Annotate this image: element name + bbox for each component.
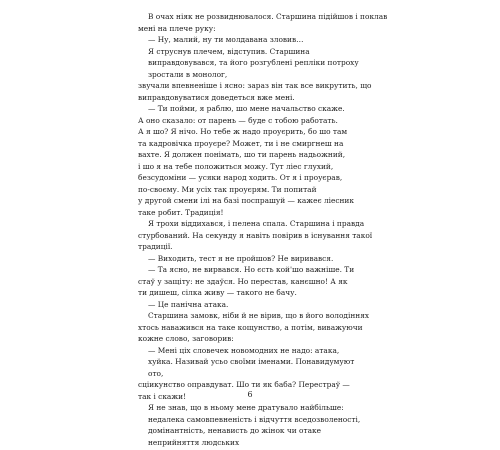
dialogue-line: по-своєму. Ми усіх так проуєрям. Ти попитай: [138, 184, 317, 194]
dialogue-line: безсудоміни — усяки народ ходить. От я і проуєрав,: [138, 173, 343, 182]
text-line: Я струснув плечем, відступив. Старшина виправдовувався, та його розгублені репліки потроху зростали в монолог,: [148, 46, 359, 79]
text-line: Я трохи віддихався, і пелена спала. Старшина і правда: [148, 219, 365, 228]
dialogue-line: — Ну, малий, ну ти молдавана зловив…: [148, 35, 304, 44]
dialogue-line: ти дишеш, сілка живу — такого не бачу.: [138, 288, 297, 297]
dialogue-line: А оно сказало: от парень — буде с тобою работать.: [138, 115, 338, 125]
dialogue-line: стаў у защіту: не здаўся. Но перестав, канєшно! А як: [138, 276, 348, 286]
text-line: хтось наважився на таке кощунство, а потім, виважуючи: [138, 322, 363, 332]
text-line: В очах ніяк не розвиднювалося. Старшина підійшов і поклав: [148, 12, 388, 21]
dialogue-line: — Та ясно, не вирвався. Но єсть кой'шо важніше. Ти: [148, 265, 355, 274]
dialogue-line: — Виходить, тест я не пройшов? Не виривався.: [148, 253, 334, 263]
dialogue-line: і шо я на тебе положиться можу. Тут ліес глухий,: [138, 161, 334, 171]
text-line: кожне слово, заговорив:: [138, 334, 234, 343]
text-line: мені на плече руку:: [138, 23, 216, 33]
text-line: виправдовуватися доведеться вже мені.: [138, 92, 295, 102]
dialogue-line: вахте. Я должен понімать, шо ти парень надьожний,: [138, 150, 346, 159]
text-line: звучали впевненіше і ясно: зараз він так все викрутить, що: [138, 81, 372, 90]
dialogue-line: — Ти пойми, я раблю, шо мене начальство скаже.: [148, 104, 345, 113]
dialogue-line: — Це панічна атака.: [148, 299, 229, 309]
dialogue-line: так і скажи!: [138, 391, 187, 401]
body-text: [138, 11, 388, 448]
text-line: Я не знав, що в ньому мене дратувало найбільше: недалека самовпевненість і відчуття вседозволеності, домінантність, ненависть до жінок чи отаке неприйняття людських: [148, 403, 361, 447]
text-line: стурбований. На секунду я навіть повірив в існування такої: [138, 230, 373, 240]
text-line: традиції.: [138, 242, 173, 251]
dialogue-line: сціикунство оправдуват. Шо ти як баба? Перестраў —: [138, 380, 350, 389]
dialogue-line: А я шо? Я нічо. Но тебе ж надо проуєрить, бо шо там: [138, 127, 348, 136]
dialogue-line: — Мені ціх словечек новомодних не надо: атака, хуйка. Називай усьо своїми іменами. Понавидумуют ото,: [148, 345, 355, 378]
dialogue-line: у другой смени ілі на базі поспрашуй — кажеє ліесник таке робит. Традиція!: [138, 196, 354, 217]
page-number: 6: [247, 390, 253, 399]
text-line: Старшина замовк, ніби й не вірив, що в його володіннях: [148, 311, 370, 320]
dialogue-line: та кадровічка проуєре? Может, ти і не смиргнеш на: [138, 138, 344, 148]
